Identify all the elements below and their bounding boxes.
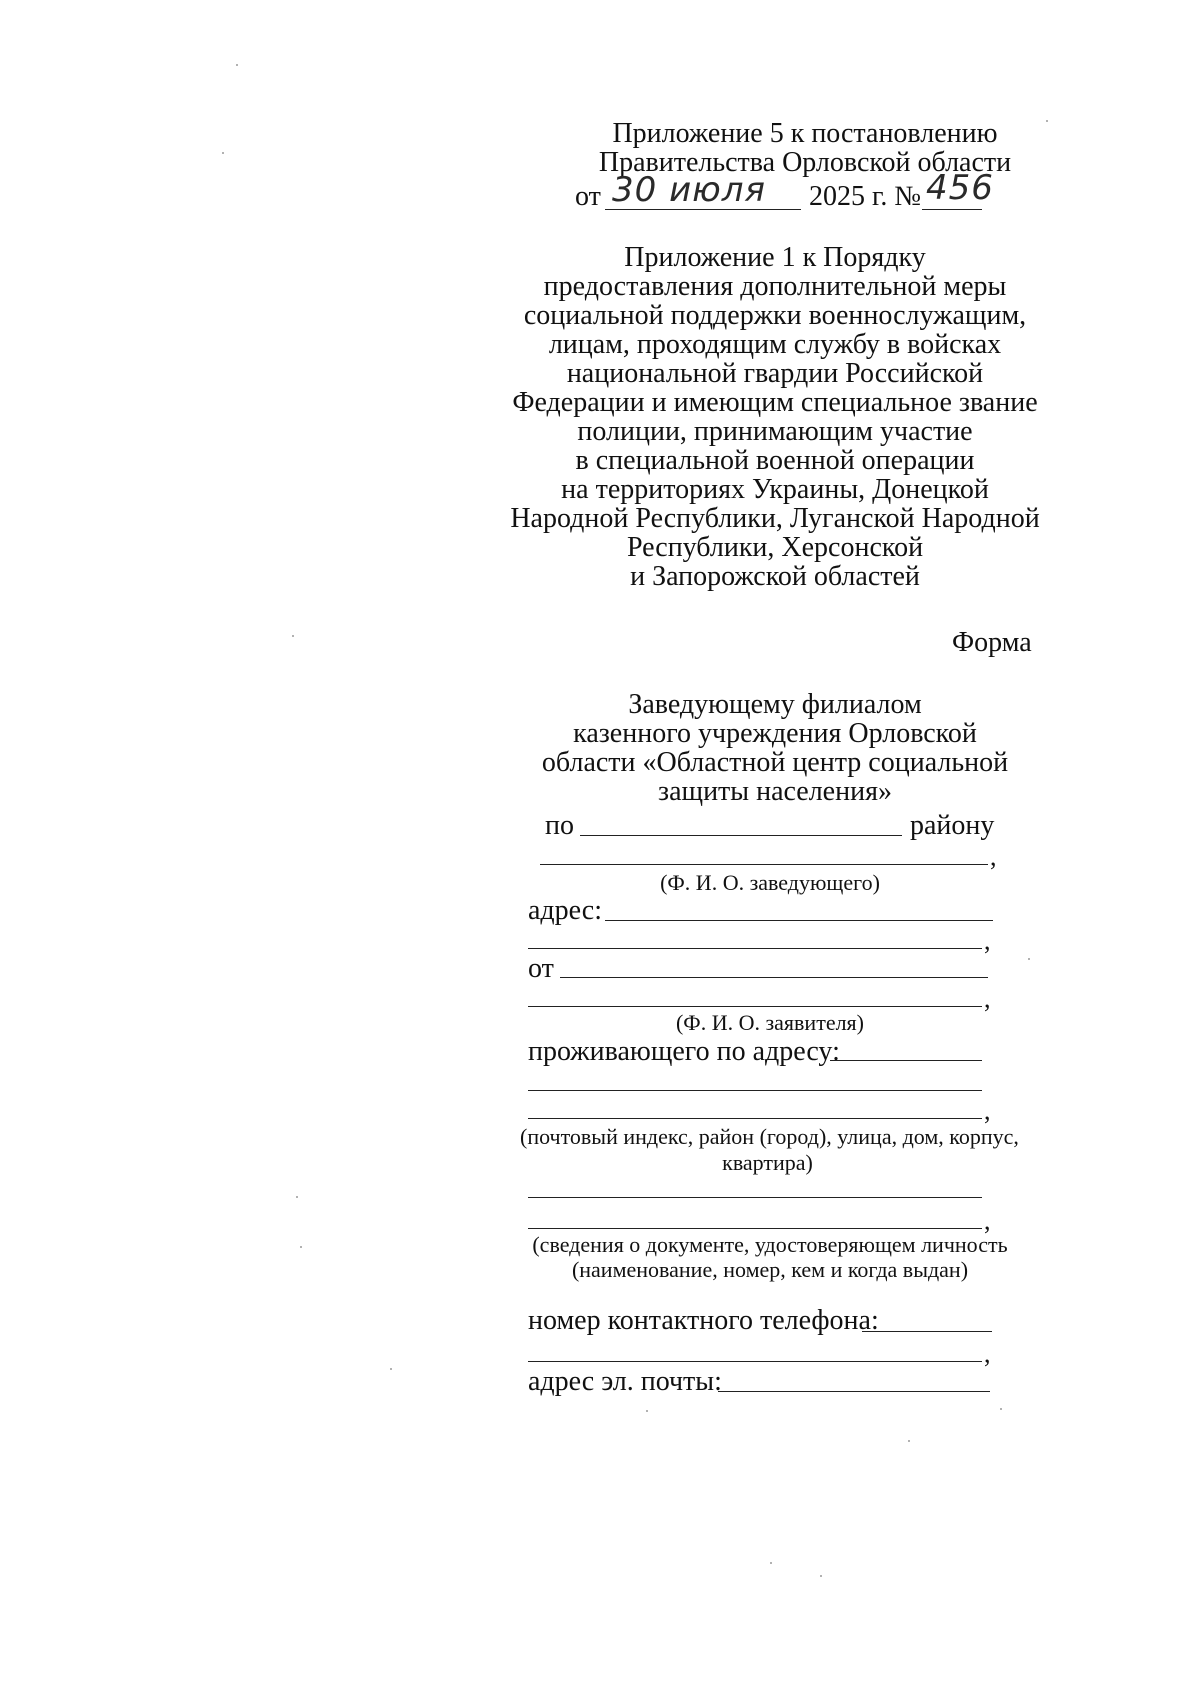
residence-field[interactable]	[830, 1060, 982, 1061]
procedure-line: лицам, проходящим службу в войсках	[548, 329, 1002, 360]
procedure-line: Народной Республики, Луганской Народной	[510, 503, 1040, 534]
rayon-label: району	[910, 810, 995, 841]
scan-speck	[1046, 120, 1048, 122]
id-document-field[interactable]	[528, 1197, 982, 1198]
scan-speck	[646, 1410, 648, 1412]
address-caption-2: квартира)	[722, 1150, 813, 1175]
addressee-line: области «Областной центр социальной	[541, 747, 1009, 778]
scan-speck	[908, 1440, 910, 1442]
number-handwritten: 456	[926, 168, 994, 208]
applicant-fio-caption: (Ф. И. О. заявителя)	[675, 1010, 865, 1035]
comma: ,	[984, 1206, 991, 1235]
residence-field-2[interactable]	[528, 1090, 982, 1091]
scan-speck	[820, 1575, 822, 1577]
comma: ,	[984, 926, 991, 955]
address-caption: (почтовый индекс, район (город), улица, дом, корпус,	[520, 1124, 1019, 1149]
scan-speck	[236, 64, 238, 66]
email-field[interactable]	[718, 1391, 990, 1392]
phone-field-2[interactable]	[528, 1361, 982, 1362]
procedure-line: социальной поддержки военнослужащим,	[523, 300, 1027, 331]
phone-label: номер контактного телефона:	[528, 1305, 879, 1336]
comma: ,	[984, 1339, 991, 1368]
comma: ,	[984, 984, 991, 1013]
addressee-line: казенного учреждения Орловской	[573, 718, 977, 749]
residence-field-3[interactable]	[528, 1118, 982, 1119]
applicant-fio-field[interactable]	[560, 977, 988, 978]
procedure-line: Республики, Херсонской	[626, 532, 924, 563]
email-label: адрес эл. почты:	[528, 1366, 722, 1397]
scan-speck	[770, 1562, 772, 1564]
date-prefix: от	[575, 181, 601, 212]
head-address-field[interactable]	[605, 920, 993, 921]
procedure-line: национальной гвардии Российской	[566, 358, 984, 389]
id-document-caption: (сведения о документе, удостоверяющем личность	[532, 1232, 1008, 1257]
procedure-line: и Запорожской областей	[630, 561, 920, 592]
scan-speck	[390, 1368, 392, 1370]
form-label: Форма	[952, 627, 1032, 658]
scan-speck	[222, 152, 224, 154]
applicant-fio-field-2[interactable]	[528, 1006, 982, 1007]
scan-speck	[300, 1246, 302, 1248]
procedure-line: полиции, принимающим участие	[577, 416, 973, 447]
head-fio-field[interactable]	[540, 864, 988, 865]
residing-label: проживающего по адресу:	[528, 1036, 840, 1067]
comma: ,	[984, 1096, 991, 1125]
po-label: по	[545, 810, 574, 841]
id-document-field-2[interactable]	[528, 1228, 982, 1229]
addressee-line: защиты населения»	[658, 776, 892, 807]
head-address-field-2[interactable]	[528, 948, 982, 949]
scan-speck	[1000, 1408, 1002, 1410]
procedure-line: Федерации и имеющим специальное звание	[512, 387, 1038, 418]
scan-speck	[292, 635, 294, 637]
number-underline	[922, 209, 982, 210]
head-fio-caption: (Ф. И. О. заведующего)	[660, 870, 880, 895]
procedure-line: предоставления дополнительной меры	[543, 271, 1007, 302]
scan-speck	[1028, 958, 1030, 960]
district-field[interactable]	[580, 835, 902, 836]
comma: ,	[990, 842, 997, 871]
id-document-caption-2: (наименование, номер, кем и когда выдан)	[571, 1257, 969, 1282]
procedure-line: Приложение 1 к Порядку	[624, 242, 926, 273]
phone-field[interactable]	[862, 1331, 992, 1332]
from-label: от	[528, 953, 554, 984]
scan-speck	[296, 1196, 298, 1198]
procedure-line: на территориях Украины, Донецкой	[561, 474, 989, 505]
procedure-line: в специальной военной операции	[575, 445, 975, 476]
date-handwritten: 30 июля	[612, 170, 766, 210]
appendix-government: Правительства Орловской области	[598, 147, 1012, 178]
appendix-title: Приложение 5 к постановлению	[612, 118, 998, 149]
year-and-number-label: 2025 г. №	[809, 181, 922, 212]
address-label: адрес:	[528, 895, 603, 926]
addressee-line: Заведующему филиалом	[628, 689, 922, 720]
